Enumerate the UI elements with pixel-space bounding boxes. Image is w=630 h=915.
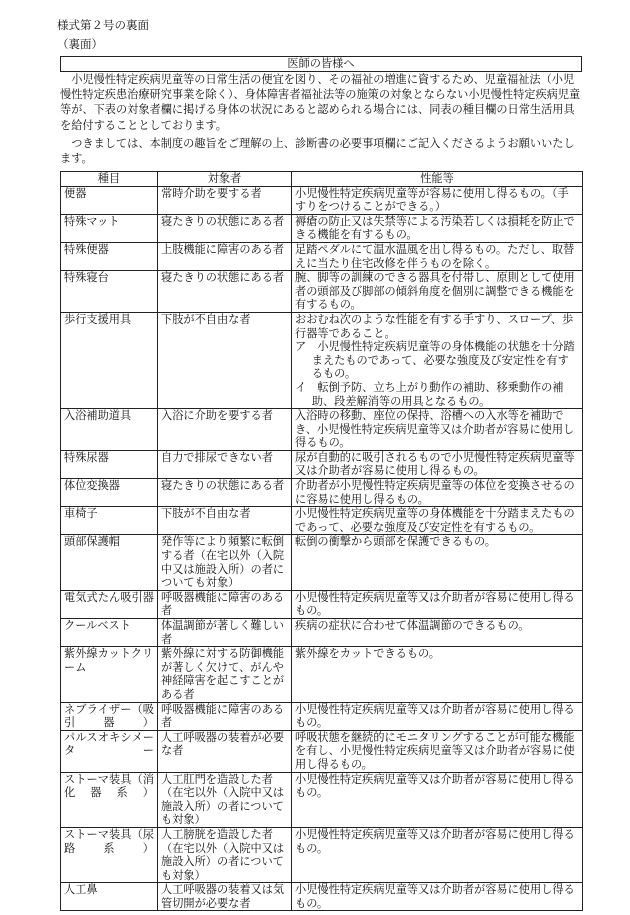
table-row [61, 409, 583, 451]
table-row [61, 186, 583, 214]
heading-box: 医師の皆様へ [60, 56, 582, 72]
cell-target: 呼吸器機能に障害のある者 [158, 590, 292, 618]
performance-line: 足踏ペダルにて温水温風を出し得るもの。ただし、取替えに当たり住宅改修を伴うものを除く。 [295, 242, 575, 270]
cell-item: 特殊尿器 [61, 450, 158, 478]
cell-item: 特殊便器 [61, 242, 158, 270]
performance-line: 転倒の衝撃から頭部を保護できるもの。 [295, 535, 496, 549]
cell-target: 入浴に介助を要する者 [158, 409, 292, 451]
performance-line: 腕、脚等の訓練のできる器具を付帯し、原則として使用者の頭部及び脚部の傾斜角度を個別に調整できる機能を有するもの。 [295, 271, 575, 312]
table-row [61, 242, 583, 270]
cell-item: ストーマ装具（消化器系） [61, 772, 158, 827]
cell-performance [292, 590, 583, 618]
cell-performance [292, 772, 583, 827]
table-header-row [61, 172, 583, 187]
table-body [61, 186, 583, 911]
cell-item: 入浴補助道具 [61, 409, 158, 451]
cell-target: 体温調節が著しく難しい者 [158, 619, 292, 647]
cell-item: 特殊マット [61, 214, 158, 242]
cell-performance [292, 535, 583, 590]
cell-target: 下肢が不自由な者 [158, 312, 292, 408]
cell-target: 常時介助を要する者 [158, 186, 292, 214]
cell-target: 発作等により頻繁に転倒する者（在宅以外（入院中又は施設入所）の者についても対象） [158, 535, 292, 590]
cell-performance [292, 730, 583, 772]
cell-performance [292, 214, 583, 242]
table-row [61, 730, 583, 772]
performance-line: イ 転倒予防、立ち上がり動作の補助、移乗動作の補助、段差解消等の用具となるもの。 [295, 380, 564, 408]
cell-target: 自力で排尿できない者 [158, 450, 292, 478]
cell-item: 体位変換器 [61, 479, 158, 507]
cell-item: 電気式たん吸引器 [61, 590, 158, 618]
cell-target: 人工呼吸器の装着又は気管切開が必要な者 [158, 883, 292, 911]
intro-paragraph: 小児慢性特定疾病児童等の日常生活の便宜を図り、その福祉の増進に資するため、児童福祉法（小児慢性特定疾患治療研究事業を除く）、身体障害者福祉法等の施策の対象とならない小児慢性特定疾病児童等が、下表の対象者欄に掲げる身体の状況にあると認められる場合には、同表の種目欄の日常生活用具を給付することとしております。 [60, 73, 581, 132]
cell-target: 寝たきりの状態にある者 [158, 271, 292, 313]
table-row [61, 450, 583, 478]
cell-item: ストーマ装具（尿路系） [61, 827, 158, 882]
performance-line: 紫外線をカットできるもの。 [295, 647, 440, 661]
cell-item: 紫外線カットクリーム [61, 647, 158, 702]
cell-performance [292, 242, 583, 270]
cell-item: 車椅子 [61, 507, 158, 535]
performance-line: 小児慢性特定疾病児童等の身体機能を十分踏まえたものであって、必要な強度及び安定性を有するもの。 [295, 507, 575, 534]
cell-performance [292, 186, 583, 214]
cell-item: 特殊寝台 [61, 271, 158, 313]
performance-line: 呼吸状態を継続的にモニタリングすることが可能な機能を有し、小児慢性特定疾病児童等又は介助者が容易に使用し得るもの。 [295, 730, 575, 771]
cell-item: ネブライザー（吸引器） [61, 702, 158, 730]
request-paragraph: つきましては、本制度の趣旨をご理解の上、診断書の必要事項欄にご記入くださるようお願いいたします。 [60, 137, 575, 166]
table-row [61, 702, 583, 730]
table-row [61, 590, 583, 618]
cell-item: パルスオキシメーター [61, 730, 158, 772]
cell-target: 人工呼吸器の装着が必要な者 [158, 730, 292, 772]
cell-item: 歩行支援用具 [61, 312, 158, 408]
cell-target: 下肢が不自由な者 [158, 507, 292, 535]
equipment-table [60, 171, 583, 911]
performance-line: 疾病の症状に合わせて体温調節のできるもの。 [295, 619, 530, 632]
performance-line: 小児慢性特定疾病児童等又は介助者が容易に使用し得るもの。 [295, 772, 575, 800]
cell-performance [292, 827, 583, 882]
table-row [61, 507, 583, 535]
cell-performance [292, 702, 583, 730]
table-row [61, 827, 583, 882]
table-row [61, 883, 583, 911]
cell-target: 寝たきりの状態にある者 [158, 214, 292, 242]
header-performance: 性能等 [292, 172, 583, 187]
performance-line: 小児慢性特定疾病児童等又は介助者が容易に使用し得るもの。 [295, 702, 575, 730]
table-row [61, 535, 583, 590]
cell-performance [292, 450, 583, 478]
performance-line: ア 小児慢性特定疾病児童等の身体機能の状態を十分踏まえたものであって、必要な強度及び安定性を有するもの。 [295, 340, 575, 381]
cell-item: 人工鼻 [61, 883, 158, 911]
cell-performance [292, 409, 583, 451]
performance-line: 小児慢性特定疾病児童等又は介助者が容易に使用し得るもの。 [295, 590, 575, 618]
cell-performance [292, 271, 583, 313]
performance-line: 褥瘡の防止又は失禁等による汚染若しくは損耗を防止できる機能を有するもの。 [295, 214, 575, 242]
form-side-label: （裏面） [57, 37, 103, 51]
cell-target: 寝たきりの状態にある者 [158, 479, 292, 507]
cell-item: 便器 [61, 186, 158, 214]
cell-performance [292, 479, 583, 507]
cell-performance [292, 647, 583, 702]
performance-line: 小児慢性特定疾病児童等又は介助者が容易に使用し得るもの。 [295, 883, 575, 910]
cell-performance [292, 619, 583, 647]
cell-item: 頭部保護帽 [61, 535, 158, 590]
performance-line: 小児慢性特定疾病児童等が容易に使用し得るもの。（手すりをつけることができる。） [295, 186, 569, 214]
cell-target: 紫外線に対する防御機能が著しく欠けて、がんや神経障害を起こすことがある者 [158, 647, 292, 702]
performance-line: 入浴時の移動、座位の保持、浴槽への入水等を補助でき、小児慢性特定疾病児童等又は介助者が容易に使用し得るもの。 [295, 409, 575, 450]
table-row [61, 214, 583, 242]
cell-target: 上肢機能に障害のある者 [158, 242, 292, 270]
header-target: 対象者 [158, 172, 292, 187]
form-number: 様式第２号の裏面 [57, 18, 149, 32]
table-row [61, 479, 583, 507]
cell-performance [292, 883, 583, 911]
cell-target: 人工膀胱を造設した者（在宅以外（入院中又は施設入所）の者についても対象） [158, 827, 292, 882]
performance-line: 介助者が小児慢性特定疾病児童等の体位を変換させるのに容易に使用し得るもの。 [295, 479, 575, 506]
cell-item: クールベスト [61, 619, 158, 647]
table-row [61, 271, 583, 313]
table-row [61, 619, 583, 647]
performance-line: 尿が自動的に吸引されるもので小児慢性特定疾病児童等又は介助者が容易に使用し得るもの。 [295, 450, 575, 478]
cell-performance [292, 507, 583, 535]
performance-line: 小児慢性特定疾病児童等又は介助者が容易に使用し得るもの。 [295, 827, 575, 855]
table-row [61, 647, 583, 702]
cell-target: 人工肛門を造設した者（在宅以外（入院中又は施設入所）の者についても対象） [158, 772, 292, 827]
performance-line: おおむね次のような性能を有する手すり、スロープ、歩行器等であること。 [295, 312, 574, 340]
table-row [61, 312, 583, 408]
table-row [61, 772, 583, 827]
header-item: 種目 [61, 172, 158, 187]
cell-target: 呼吸器機能に障害のある者 [158, 702, 292, 730]
cell-performance [292, 312, 583, 408]
